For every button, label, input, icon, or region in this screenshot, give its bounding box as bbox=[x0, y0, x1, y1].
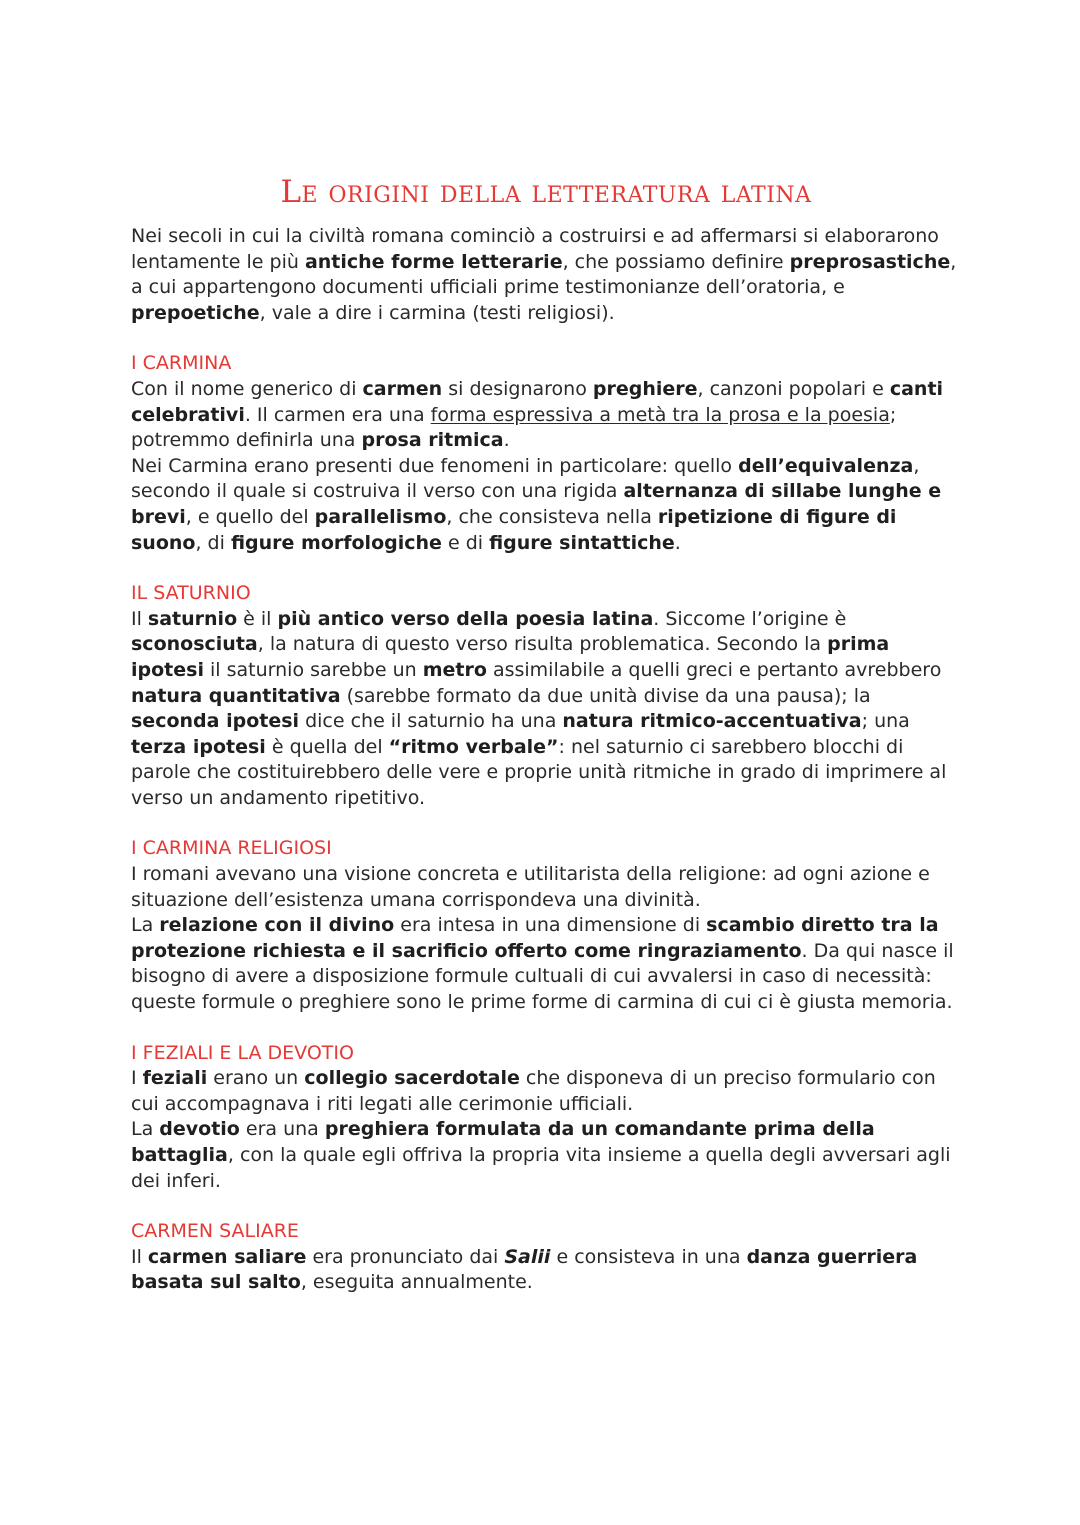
bold-text: Salii bbox=[504, 1245, 551, 1268]
bold-text: alternanza di sillabe lunghe e brevi bbox=[131, 480, 942, 528]
bold-text: prima ipotesi bbox=[131, 633, 890, 681]
section-heading: I CARMINA bbox=[131, 352, 232, 375]
text-run: , e quello del bbox=[185, 505, 315, 528]
bold-text: preghiere bbox=[592, 377, 698, 400]
text-run: è quella del bbox=[265, 735, 389, 758]
section-paragraph bbox=[131, 377, 961, 454]
text-run: ; una bbox=[861, 710, 910, 733]
bold-text: natura ritmico-accentuativa bbox=[562, 710, 862, 733]
section-paragraph bbox=[131, 454, 961, 556]
section-paragraph bbox=[131, 1117, 961, 1194]
bold-text: terza ipotesi bbox=[131, 735, 266, 758]
underlined-text: forma espressiva a metà tra la prosa e la poesia bbox=[430, 403, 890, 426]
text-run: , vale a dire i carmina (testi religiosi). bbox=[259, 301, 615, 324]
bold-text: sconosciuta bbox=[131, 633, 258, 656]
text-run: è il bbox=[237, 607, 278, 630]
text-run: I romani avevano una visione concreta e utilitarista della religione: ad ogni azione e situazione dell’esistenza umana corrispondeva una divinità. bbox=[131, 863, 930, 911]
bold-text: saturnio bbox=[147, 607, 238, 630]
bold-text: antiche forme letterarie bbox=[304, 250, 563, 273]
bold-text: figure sintattiche bbox=[489, 531, 675, 554]
section-heading: I FEZIALI E LA DEVOTIO bbox=[131, 1041, 354, 1064]
text-run: , che possiamo definire bbox=[562, 250, 790, 273]
text-run: dice che il saturnio ha una bbox=[299, 710, 563, 733]
sections-container bbox=[131, 351, 961, 1296]
text-run: , a cui appartengono documenti ufficiali prime testimonianze dell’oratoria, e bbox=[131, 250, 957, 299]
text-run: Nei secoli in cui la civiltà romana cominciò a costruirsi e ad affermarsi si elaborarono lentamente le più bbox=[131, 225, 939, 273]
text-run: , la natura di questo verso risulta problematica. Secondo la bbox=[257, 633, 828, 656]
bold-text: parallelismo bbox=[314, 505, 447, 528]
text-run: , secondo il quale si costruiva il verso con una rigida bbox=[131, 454, 920, 503]
bold-text: preghiera formulata da un comandante prima della battaglia bbox=[131, 1118, 875, 1166]
bold-text: più antico verso della poesia latina bbox=[277, 607, 654, 630]
text-run: . bbox=[503, 429, 510, 452]
bold-text: carmen bbox=[362, 377, 443, 400]
section bbox=[131, 836, 961, 1015]
text-run: era pronunciato dai bbox=[306, 1245, 505, 1268]
text-run: . Il carmen era una bbox=[244, 403, 431, 426]
bold-text: metro bbox=[422, 658, 487, 681]
text-run: I bbox=[131, 1067, 143, 1090]
bold-text: prosa ritmica bbox=[361, 429, 504, 452]
section bbox=[131, 581, 961, 811]
section bbox=[131, 1219, 961, 1296]
text-run: , con la quale egli offriva la propria vita insieme a quella degli avversari agli dei inferi. bbox=[131, 1144, 951, 1192]
text-run: . Da qui nasce il bisogno di avere a disposizione formule cultuali di cui avvalersi in caso di necessità: queste formule o preghiere sono le prime forme di carmina di cui ci è giusta memoria. bbox=[131, 939, 954, 1014]
bold-text: dell’equivalenza bbox=[738, 454, 914, 477]
text-run: Con il nome generico di bbox=[131, 377, 363, 400]
section-heading: IL SATURNIO bbox=[131, 582, 251, 605]
section bbox=[131, 351, 961, 556]
bold-text: prepoetiche bbox=[131, 301, 260, 324]
text-run: . bbox=[674, 531, 681, 554]
bold-text: ripetizione di figure di suono bbox=[131, 505, 897, 554]
section-heading: CARMEN SALIARE bbox=[131, 1220, 299, 1243]
bold-text: carmen saliare bbox=[147, 1245, 307, 1268]
text-run: e di bbox=[441, 531, 490, 554]
text-run: Nei Carmina erano presenti due fenomeni in particolare: quello bbox=[131, 454, 739, 477]
text-run: e consisteva in una bbox=[550, 1245, 747, 1268]
text-run: La bbox=[131, 1118, 160, 1141]
text-run: ; potremmo definirla una bbox=[131, 403, 897, 452]
intro-paragraph bbox=[131, 224, 961, 326]
bold-text: relazione con il divino bbox=[159, 914, 395, 937]
text-run: Il bbox=[131, 607, 148, 630]
bold-text: danza guerriera basata sul salto bbox=[131, 1245, 918, 1294]
bold-text: preprosastiche bbox=[789, 250, 951, 273]
section-paragraph bbox=[131, 1066, 961, 1117]
text-run: assimilabile a quelli greci e pertanto avrebbero bbox=[486, 658, 942, 681]
text-run: erano un bbox=[207, 1067, 305, 1090]
document-page bbox=[131, 166, 961, 1296]
text-run: (sarebbe formato da due unità divise da una pausa); la bbox=[340, 684, 871, 707]
bold-text: natura quantitativa bbox=[131, 684, 341, 707]
text-run: , di bbox=[195, 531, 231, 554]
text-run: . Siccome l’origine è bbox=[653, 607, 847, 630]
text-run: si designarono bbox=[442, 377, 593, 400]
text-run: che disponeva di un preciso formulario con cui accompagnava i riti legati alle cerimonie ufficiali. bbox=[131, 1067, 936, 1115]
text-run: La bbox=[131, 914, 160, 937]
text-run: il saturnio sarebbe un bbox=[203, 658, 423, 681]
section-paragraph bbox=[131, 607, 961, 812]
bold-text: seconda ipotesi bbox=[131, 710, 300, 733]
section bbox=[131, 1041, 961, 1195]
text-run: , eseguita annualmente. bbox=[300, 1271, 533, 1294]
text-run: , che consisteva nella bbox=[446, 505, 658, 528]
bold-text: devotio bbox=[159, 1118, 240, 1141]
document-title: Le origini della letteratura latina bbox=[280, 174, 812, 210]
bold-text: collegio sacerdotale bbox=[304, 1067, 520, 1090]
text-run: , canzoni popolari e bbox=[697, 377, 890, 400]
text-run: era una bbox=[239, 1118, 325, 1141]
bold-text: figure morfologiche bbox=[230, 531, 442, 554]
bold-text: “ritmo verbale” bbox=[388, 735, 559, 758]
text-run: : nel saturnio ci sarebbero blocchi di parole che costituirebbero delle vere e proprie unità ritmiche in grado di imprimere al verso un andamento ripetitivo. bbox=[131, 735, 947, 809]
section-paragraph bbox=[131, 1245, 961, 1296]
text-run: era intesa in una dimensione di bbox=[394, 914, 707, 937]
section-paragraph bbox=[131, 862, 961, 913]
bold-text: scambio diretto tra la protezione richiesta e il sacrificio offerto come ringraziamento bbox=[131, 914, 939, 962]
bold-text: canti celebrativi bbox=[131, 377, 944, 426]
bold-text: feziali bbox=[142, 1067, 208, 1090]
text-run: Il bbox=[131, 1245, 148, 1268]
section-paragraph bbox=[131, 913, 961, 1015]
section-heading: I CARMINA RELIGIOSI bbox=[131, 837, 332, 860]
